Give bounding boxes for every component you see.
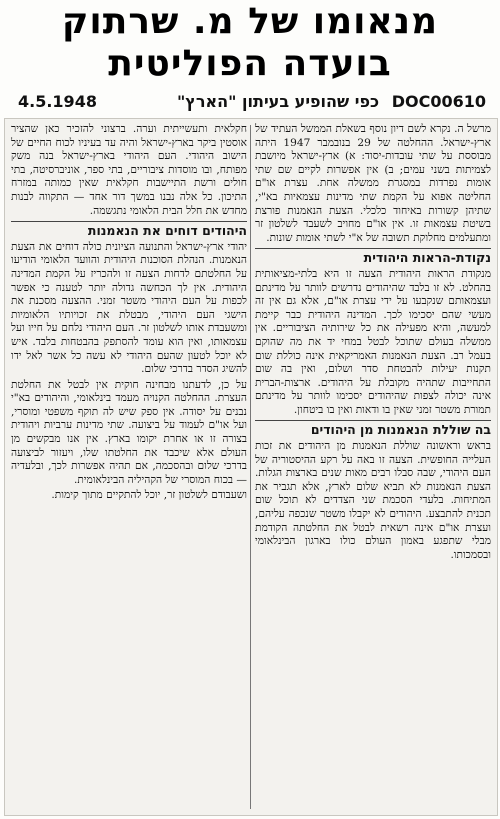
article-paragraph: על כן, לדעתנו מבחינה חוקית אין לבטל את החלטת העצרת. ההחלטה הקנויה מעמד בינלאומי, והיהודים בא"י נבנים על יסודה. אין ספק שיש לה תוקף משפטי ומוסרי, ועל או"ם לעמוד על ביצועה. שתי מדינות ערביות ויהודית בצורה זו או אחרת יקומו בארץ. אין אנו מבקשים מן העולם אלא שיכבד את החלטתו שלו, ויעזור לביצועה בדרכי שלום ובהסכמה, אם תהיה אפשרות לכך, ובלעדיה — בכוח המוסרי של הקהיליה הבינלאומית. [11,378,247,486]
article-subheading: בה שוללת הנאמנות מן היהודים [255,420,491,437]
headline-line-1: מנאומו של מ. שרתוק [61,1,439,42]
column-divider [250,125,251,809]
article-paragraph: חקלאית ותעשייתית וערה. ברצוני להזכיר כאן שהציר אוסטין ביקר בארץ-ישראל והיה עד בעיניו לכוח החיים של הישוב היהודי. העם היהודי בארץ-ישראל בנה משק מפותח, ובו מוסדות ציבוריים, בתי ספר, אוניברסיטה, בתי חולים ורשת התיישבות חקלאית שאין כמותה במזרח התיכון. כל אלה נבנו במשך דור אחד — התקווה לבנות מחדש את חלל הבית הלאומי נתגשמה. [11,123,247,217]
article-column-right [255,123,491,809]
article-paragraph: יהודי ארץ-ישראל והתנועה הציונית כולה דוחים את הצעת הנאמנות. הנהלת הסוכנות היהודית והוועד הלאומי הודיעו על החלטתם לדחות הצעה זו ולהכריז על הקמת המדינה היהודית. אין לך הכחשה גדולה יותר לטענה כי אפשר לכפות על העם היהודי משטר זמני. ההצעה מסכנת את הישגי העם היהודי, מבטלת את זכויותיו הלאומיות ומשעבדת אותו לשלטון זר. העם היהודי נלחם על חייו ועל עצמאותו, ואין הוא עומד להסתפק בהבטחות בלבד. איש לא יוכל לטעון שהעם היהודי לא עשה כל אשר לאל ידו להשיג הסדר בדרכי שלום. [11,240,247,376]
article-paragraph: בראש וראשונה שוללת הנאמנות מן היהודים את זכות העלייה החופשית. הצעה זו באה על רקע ההיסטוריה של העם היהודי, שבה סבלו רבים מאות שנים בארצות הגלות. הצעת הנאמנות לא תביא שלום לארץ, אלא תגביר את המתיחות. בלעדי הסכמת שני הצדדים לא תוכל שום תכנית להתבצע. היהודים לא יקבלו משטר שנכפה עליהם, ועצרת או"ם אינה רשאית לבטל את החלטתה הקודמת מבלי שתפגע באמון העולם כולו בארגון הבינלאומי ובסמכותו. [255,440,491,561]
meta-bar [18,92,486,114]
date: 4.5.1948 [18,92,97,111]
article-paragraph: מרשל ה. נקרא לשם דיון נוסף בשאלת הממשל העתיד של ארץ-ישראל. ההחלטה של 29 בנובמבר 1947 היתה מבוססת על שתי עובדות-יסוד: א) ארץ-ישראל מיושבת לצמיתות בשני עמים; ב) אין אפשרות לקיים שם שתי אומות נפרדות במסגרת ממשלה אחת. עצרת או"ם החליטה אפוא על הקמת שתי מדינות עצמאיות בא"י, שתיהן קשורות באיחוד כלכלי. הצעת הנאמנות פורצת בשיטת עצמאות זו. אין או"ם מחויב לשעבד לשלטון זר ומתעלמים מחלוקת תשובה של א"י לשתי אומות שונות. [255,123,491,244]
article-paragraph: מנקודת הראות היהודית הצעה זו היא בלתי-מציאותית בהחלט. לא זו בלבד שהיהודים נדרשים לוותר על מדינתם ועצמאותם שנקבעו על ידי עצרת או"ם, אלא גם אין זה מעשי שהם יסכימו לכך. המדינה היהודית כבר קיימת למעשה, והיא מפעילה את כל שירותיה הציבוריים. אין ממשלה בעולם שתוכל לבטל במחי יד את מה שהוקם בעמל רב. הצעת הנאמנות האמריקאית אינה כוללת שום תקנות יעילות להבטחת סדר ושלום, ואין בה שום התחייבות שתהיה מקובלת על היהודים. ארצות-הברית אינה יכולה לצפות שהיהודים יסכימו לוותר על מדינתם תמורת משטר זמני שאין בו ודאות ואין בו ביטחון. [255,267,491,416]
document-id: DOC00610 [391,92,486,111]
headline-line-2: בועדה הפוליטית [108,43,392,84]
newspaper-clipping [4,118,498,816]
source-note: כפי שהופיע בעיתון "הארץ" [176,92,380,111]
article-subheading: נקודת-הראות היהודית [255,248,491,265]
article-subheading: היהודים דוחים את הנאמנות [11,221,247,238]
article-column-left [11,123,247,809]
article-paragraph: ושעבודם לשלטון זר, יוכל להתקיים מתוך קימות. [51,489,247,502]
